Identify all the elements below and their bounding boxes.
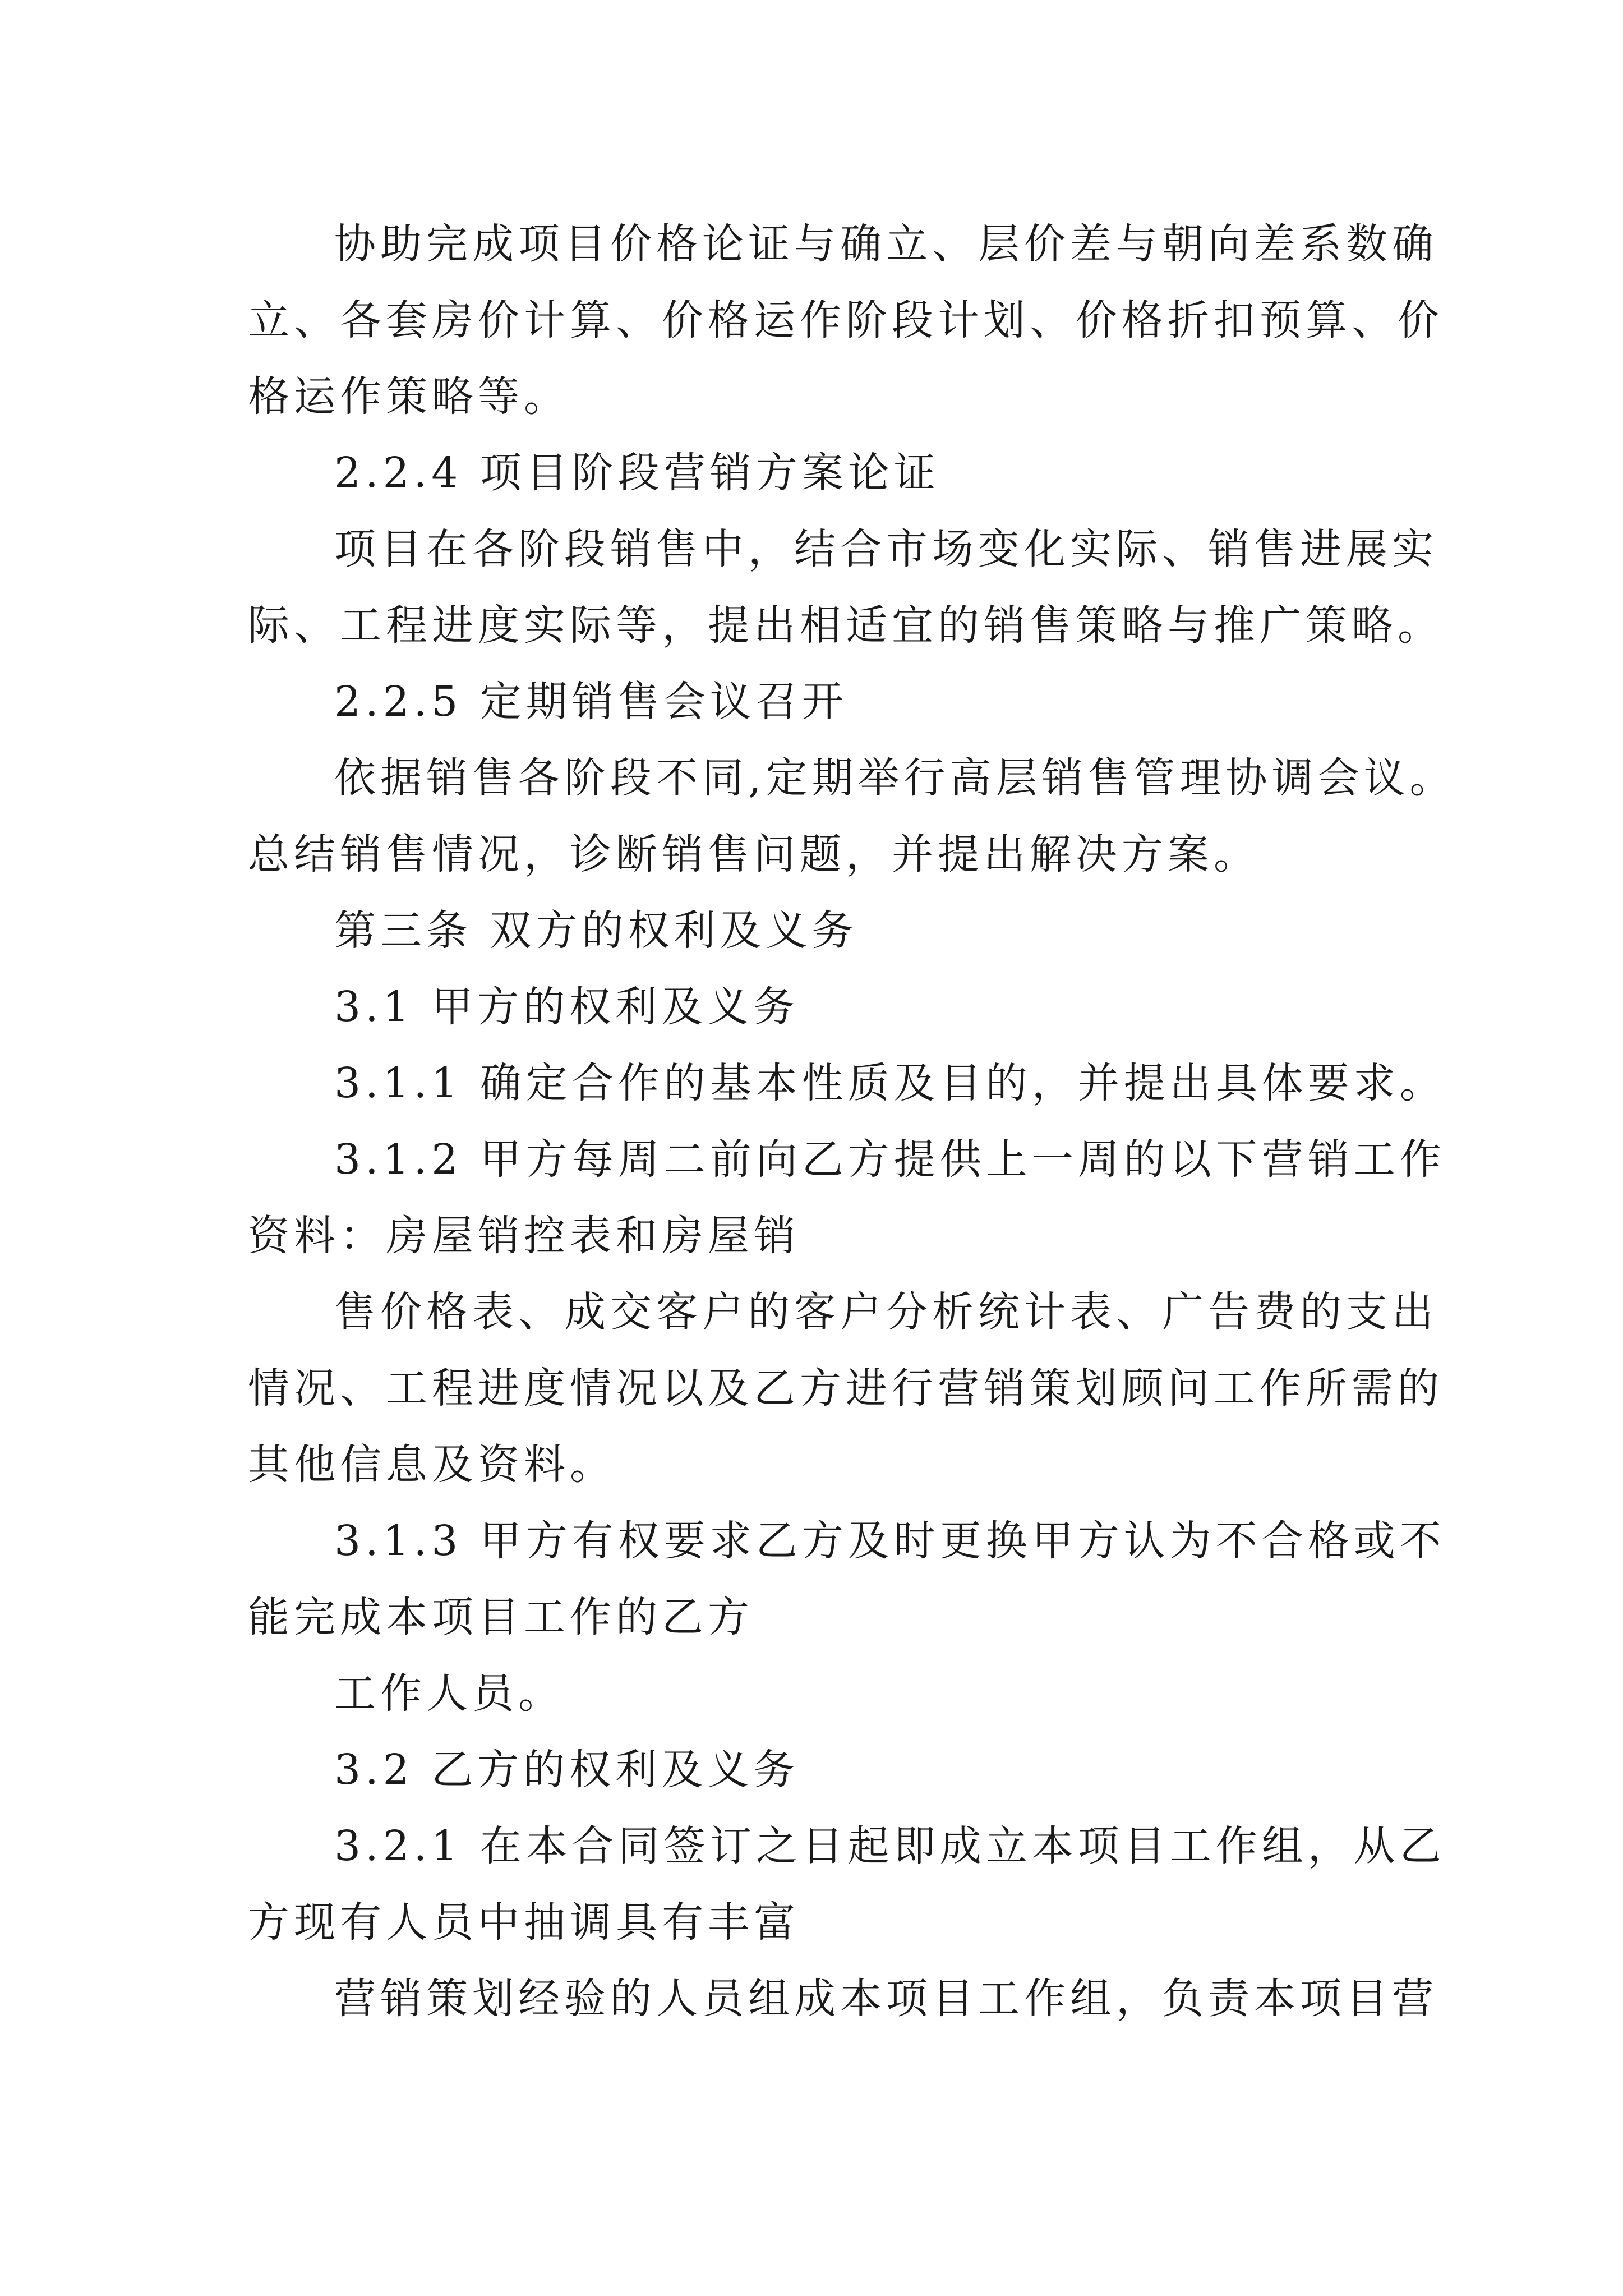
section-heading: 2.2.5 定期销售会议召开 xyxy=(334,678,848,726)
paragraph-line: 立、各套房价计算、价格运作阶段计划、价格折扣预算、价 xyxy=(248,296,1444,344)
section-heading: 2.2.4 项目阶段营销方案论证 xyxy=(334,449,940,497)
paragraph-line: 际、工程进度实际等，提出相适宜的销售策略与推广策略。 xyxy=(248,601,1444,650)
paragraph-line: 总结销售情况，诊断销售问题，并提出解决方案。 xyxy=(248,830,1260,878)
clause-line: 3.1.3 甲方有权要求乙方及时更换甲方认为不合格或不 xyxy=(334,1517,1446,1565)
section-heading: 3.2 乙方的权利及义务 xyxy=(334,1746,800,1794)
paragraph-line: 格运作策略等。 xyxy=(248,372,570,421)
clause-line: 3.1.2 甲方每周二前向乙方提供上一周的以下营销工作 xyxy=(334,1135,1446,1184)
section-heading: 3.1 甲方的权利及义务 xyxy=(334,983,800,1031)
paragraph-line: 工作人员。 xyxy=(334,1669,564,1718)
article-heading: 第三条 双方的权利及义务 xyxy=(334,907,858,955)
paragraph-line: 能完成本项目工作的乙方 xyxy=(248,1593,754,1641)
paragraph-line: 项目在各阶段销售中，结合市场变化实际、销售进展实 xyxy=(334,525,1438,573)
paragraph-line: 售价格表、成交客户的客户分析统计表、广告费的支出 xyxy=(334,1288,1438,1336)
paragraph-line: 方现有人员中抽调具有丰富 xyxy=(248,1898,800,1947)
paragraph-line: 情况、工程进度情况以及乙方进行营销策划顾问工作所需的 xyxy=(248,1364,1444,1412)
clause-line: 3.1.1 确定合作的基本性质及目的，并提出具体要求。 xyxy=(334,1059,1446,1107)
paragraph-line: 其他信息及资料。 xyxy=(248,1441,616,1489)
paragraph-line: 营销策划经验的人员组成本项目工作组，负责本项目营 xyxy=(334,1975,1438,2023)
paragraph-line: 资料：房屋销控表和房屋销 xyxy=(248,1212,800,1260)
paragraph-line: 依据销售各阶段不同,定期举行高层销售管理协调会议。 xyxy=(334,754,1456,802)
clause-line: 3.2.1 在本合同签订之日起即成立本项目工作组，从乙 xyxy=(334,1822,1446,1870)
paragraph-line: 协助完成项目价格论证与确立、层价差与朝向差系数确 xyxy=(334,220,1438,268)
